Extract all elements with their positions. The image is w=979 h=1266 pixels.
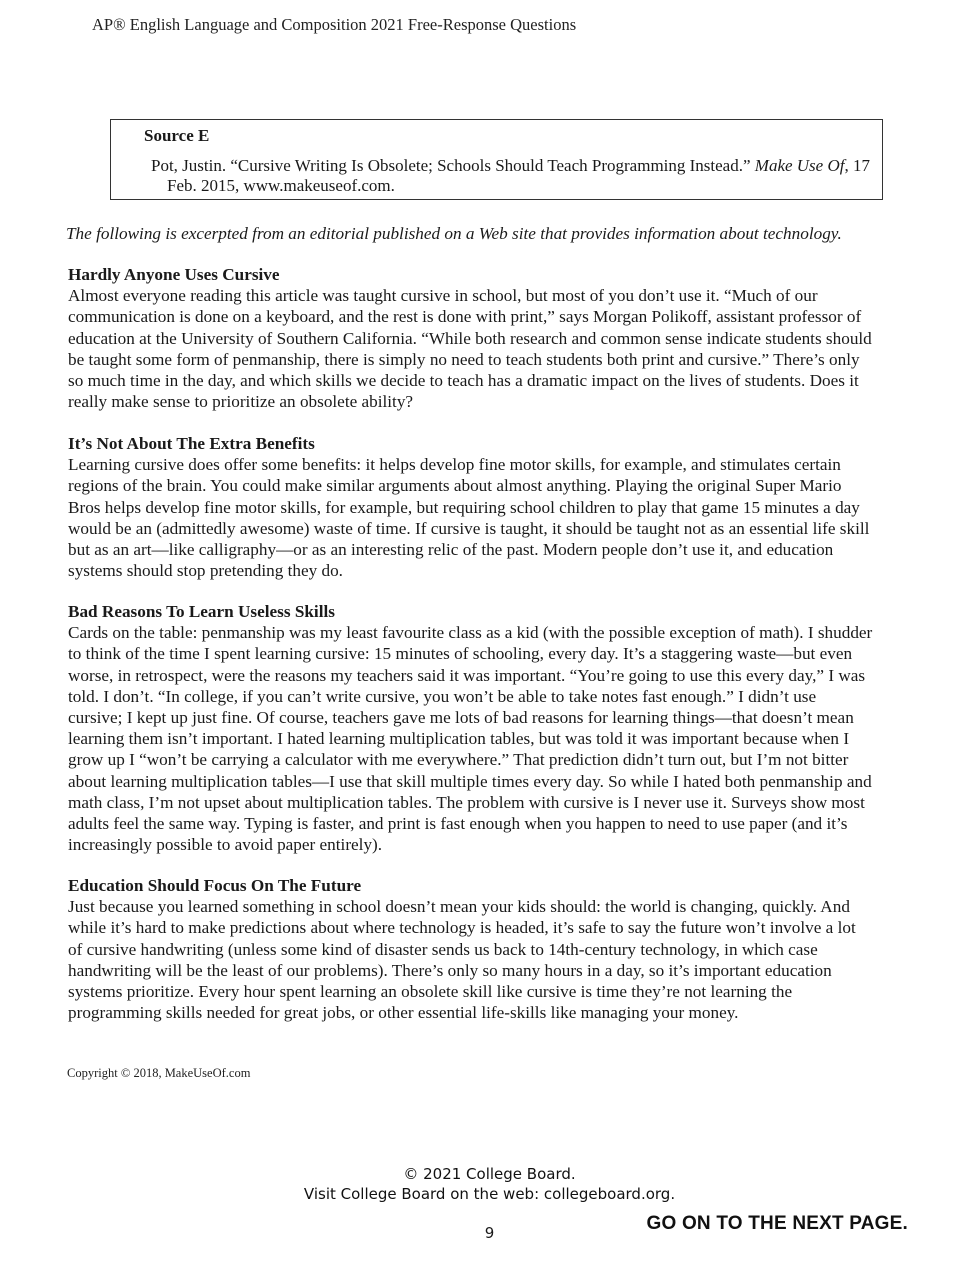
section-body: Just because you learned something in school doesn’t mean your kids should: the world is changing, quickly. And while it’s hard to make predictions about where technology is headed, it’s safe to say the future won’t involve a lot of cursive handwriting (unless some kind of disaster sends us back to 14th-century technology, in which case handwriting will be the least of our problems). There’s only so many hours in a day, so it’s important education systems prioritize. Every hour spent learning an obsolete skill like cursive is time they’re not learning the programming skills needed for great jobs, or other essential life-skills like managing your money. (68, 897, 856, 1023)
citation-details: , 17 Feb. 2015, www.makeuseof.com. (167, 156, 870, 195)
article-section-2 (68, 433, 873, 581)
section-heading: Bad Reasons To Learn Useless Skills (68, 602, 335, 621)
section-heading: Education Should Focus On The Future (68, 876, 362, 895)
section-body: Learning cursive does offer some benefits: it helps develop fine motor skills, for example, and stimulates certain regions of the brain. You could make similar arguments about almost anything. Playing the original Super Mario Bros helps develop fine motor skills, for example, but requiring school children to play that game 15 minutes a day would be an (admittedly awesome) waste of time. If cursive is taught, it should be taught not as an essential life skill but as an art—like calligraphy—or as an interesting relic of the past. Modern people don’t use it, and education systems should stop pretending they do. (68, 455, 870, 581)
source-citation (151, 156, 883, 196)
article-section-4 (68, 875, 873, 1023)
citation-author: Pot, Justin. (151, 156, 227, 175)
source-label: Source E (144, 126, 210, 145)
section-body: Cards on the table: penmanship was my least favourite class as a kid (with the possible exception of math). I shudder to think of the time I spent learning cursive: 15 minutes of schooling, every day. It’s a staggering waste—but even worse, in retrospect, were the reasons my teachers said it was important. “You’re going to use this every day,” I was told. I don’t. “In college, if you can’t write cursive, you won’t be able to take notes fast enough.” I didn’t use cursive; I kept up just fine. Of course, teachers gave me lots of bad reasons for learning things—that doesn’t mean learning them isn’t important. I hated learning multiplication tables, but was told it was important because when I grow up I “won’t be carrying a calculator with me everywhere.” That prediction didn’t turn out, but I’m not bitter about learning multiplication tables—I use that skill multiple times every day. So while I hated both penmanship and math class, I’m not upset about multiplication tables. The problem with cursive is I never use it. Surveys show most adults feel the same way. Typing is faster, and print is fast enough when you happen to need to use paper (and it’s increasingly possible to avoid paper entirely). (68, 623, 873, 855)
go-on-next-page: GO ON TO THE NEXT PAGE. (646, 1213, 908, 1234)
section-heading: It’s Not About The Extra Benefits (68, 434, 315, 453)
footer-website: Visit College Board on the web: collegeboard.org. (303, 1185, 676, 1203)
page-header: AP® English Language and Composition 2021 Free-Response Questions (92, 15, 577, 34)
section-body: Almost everyone reading this article was taught cursive in school, but most of you don’t use it. “Much of our communication is done on a keyboard, and the rest is done with print,” says Morgan Polikoff, assistant professor of education at the University of Southern California. “While both research and common sense indicate students should be taught some form of penmanship, there is simply no need to teach students both print and cursive.” There’s only so much time in the day, and which skills we decide to teach has a dramatic impact on the lives of students. Does it really make sense to prioritize an obsolete ability? (68, 286, 872, 412)
citation-title: “Cursive Writing Is Obsolete; Schools Should Teach Programming Instead.” (230, 156, 751, 175)
article-section-3 (68, 601, 873, 855)
source-introduction: The following is excerpted from an editorial published on a Web site that provides information about technology. (66, 224, 842, 243)
citation-publication: Make Use Of (754, 156, 845, 175)
footer-copyright: © 2021 College Board. (403, 1165, 576, 1183)
section-heading: Hardly Anyone Uses Cursive (68, 265, 280, 284)
source-citation-box (110, 119, 883, 200)
page-number: 9 (484, 1224, 495, 1242)
article-section-1 (68, 264, 873, 412)
copyright-notice: Copyright © 2018, MakeUseOf.com (67, 1066, 251, 1080)
